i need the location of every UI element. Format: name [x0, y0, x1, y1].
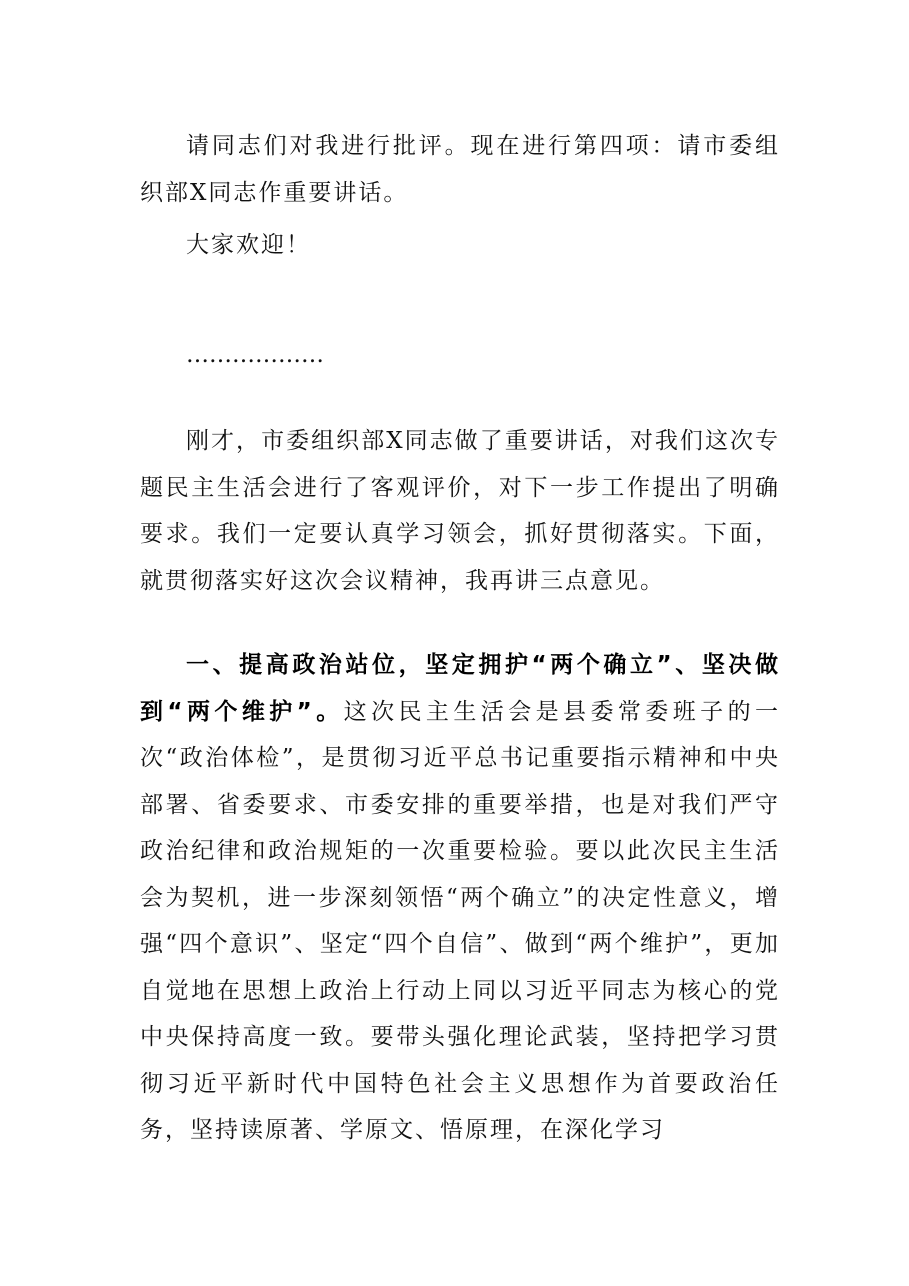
paragraph-text: 大家欢迎！ [186, 232, 311, 258]
section-heading: 一、提高政治站位，坚定拥护“两个确立”、坚决做到“两个维护”。 [140, 652, 780, 725]
paragraph-text: 请同志们对我进行批评。现在进行第四项：请市委组织部X同志作重要讲话。 [140, 133, 780, 206]
paragraph-criticism-request [140, 123, 780, 216]
paragraph-point-one [140, 642, 780, 1154]
paragraph-text: 刚才，市委组织部X同志做了重要讲话，对我们这次专题民主生活会进行了客观评价，对下一步工作提出了明确要求。我们一定要认真学习领会，抓好贯彻落实。下面，就贯彻落实好这次会议精神，我再讲三点意见。 [140, 428, 780, 594]
paragraph-ellipsis [140, 332, 780, 379]
paragraph-welcome [140, 222, 780, 269]
paragraph-summary [140, 418, 780, 604]
ellipsis-text: ……………… [186, 342, 324, 368]
paragraph-text: 这次民主生活会是县委常委班子的一次“政治体检”，是贯彻习近平总书记重要指示精神和中央部署、省委要求、市委安排的重要举措，也是对我们严守政治纪律和政治规矩的一次重要检验。要以此次民主生活会为契机，进一步深刻领悟“两个确立”的决定性意义，增强“四个意识”、坚定“四个自信”、做到“两个维护”，更加自觉地在思想上政治上行动上同以习近平同志为核心的党中央保持高度一致。要带头强化理论武装，坚持把学习贯彻习近平新时代中国特色社会主义思想作为首要政治任务，坚持读原著、学原文、悟原理，在深化学习 [140, 698, 781, 1143]
